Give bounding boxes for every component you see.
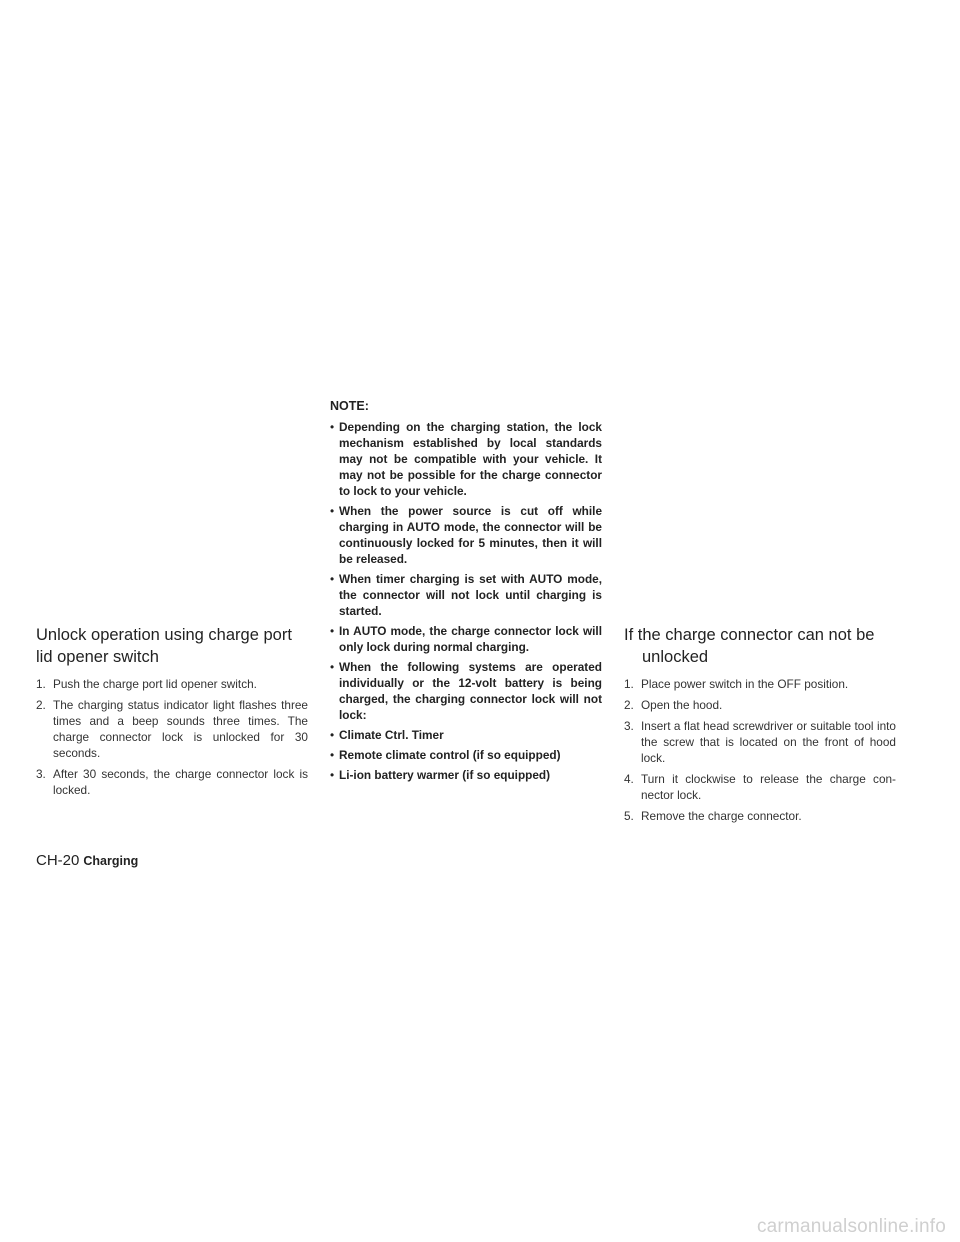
column-left [36, 624, 308, 803]
section-heading-unlock-operation: Unlock operation using charge port lid opener switch [36, 626, 292, 666]
step-number: 1. [36, 677, 46, 691]
list-item [36, 676, 308, 692]
note-text: Climate Ctrl. Timer [339, 728, 444, 742]
list-item [330, 419, 602, 499]
watermark: carmanualsonline.info [756, 1216, 946, 1237]
note-text: Remote climate control (if so equipped) [339, 748, 561, 762]
list-item [624, 808, 896, 824]
step-text: Push the charge port lid opener switch. [53, 677, 257, 691]
list-item [36, 697, 308, 761]
section-name: Charging [83, 854, 139, 868]
note-text: In AUTO mode, the charge connector lock will only lock during normal charging. [339, 624, 602, 654]
note-text: When the power source is cut off while charging in AUTO mode, the connector will be continuously locked for 5 minutes, then it will be released. [339, 504, 602, 566]
bullet: • [330, 420, 335, 434]
bullet: • [330, 660, 335, 674]
step-number: 2. [36, 698, 46, 712]
list-item [330, 767, 602, 783]
bullet: • [330, 624, 335, 638]
note-text: When timer charging is set with AUTO mode, the connector will not lock until charging is started. [339, 572, 602, 618]
bullet: • [330, 768, 335, 782]
bullet: • [330, 748, 335, 762]
column-right [624, 624, 896, 829]
list-item [330, 623, 602, 655]
list-item [330, 503, 602, 567]
list-item [36, 766, 308, 798]
list-item [624, 697, 896, 713]
bullet: • [330, 504, 335, 518]
list-item [330, 659, 602, 723]
cannot-unlock-steps-list [624, 676, 896, 824]
list-item [330, 571, 602, 619]
step-text: The charging status indicator light flashes three times and a beep sounds three times. The charge connector lock is unlocked for 30 seconds. [53, 698, 308, 760]
step-text: Insert a flat head screwdriver or suitable tool into the screw that is located on the front of hood lock. [641, 719, 896, 765]
step-number: 3. [36, 767, 46, 781]
step-number: 1. [624, 677, 634, 691]
section-heading-cannot-unlock: If the charge connector can not be unlocked [624, 626, 875, 666]
list-item [624, 676, 896, 692]
list-item [624, 771, 896, 803]
step-number: 5. [624, 809, 634, 823]
step-number: 3. [624, 719, 634, 733]
step-number: 4. [624, 772, 634, 786]
bullet: • [330, 728, 335, 742]
note-text: Li-ion battery warmer (if so equipped) [339, 768, 551, 782]
page-footer [36, 852, 138, 870]
list-item [624, 718, 896, 766]
unlock-steps-list [36, 676, 308, 798]
page-number: CH-20 [36, 852, 80, 869]
note-list [330, 419, 602, 783]
step-text: Turn it clockwise to release the charge con-nector lock. [641, 772, 896, 802]
list-item [330, 747, 602, 763]
bullet: • [330, 572, 335, 586]
step-text: Place power switch in the OFF position. [641, 677, 849, 691]
column-middle [330, 399, 602, 787]
note-text: When the following systems are operated individually or the 12-volt battery is being charged, the charging connector lock will not lock: [339, 660, 602, 722]
note-heading: NOTE: [330, 399, 369, 413]
step-text: After 30 seconds, the charge connector lock is locked. [53, 767, 308, 797]
step-text: Remove the charge connector. [641, 809, 802, 823]
step-number: 2. [624, 698, 634, 712]
note-text: Depending on the charging station, the lock mechanism established by local standards may not be compatible with your vehicle. It may not be possible for the charge connector to lock to your vehicle. [339, 420, 602, 498]
step-text: Open the hood. [641, 698, 723, 712]
list-item [330, 727, 602, 743]
